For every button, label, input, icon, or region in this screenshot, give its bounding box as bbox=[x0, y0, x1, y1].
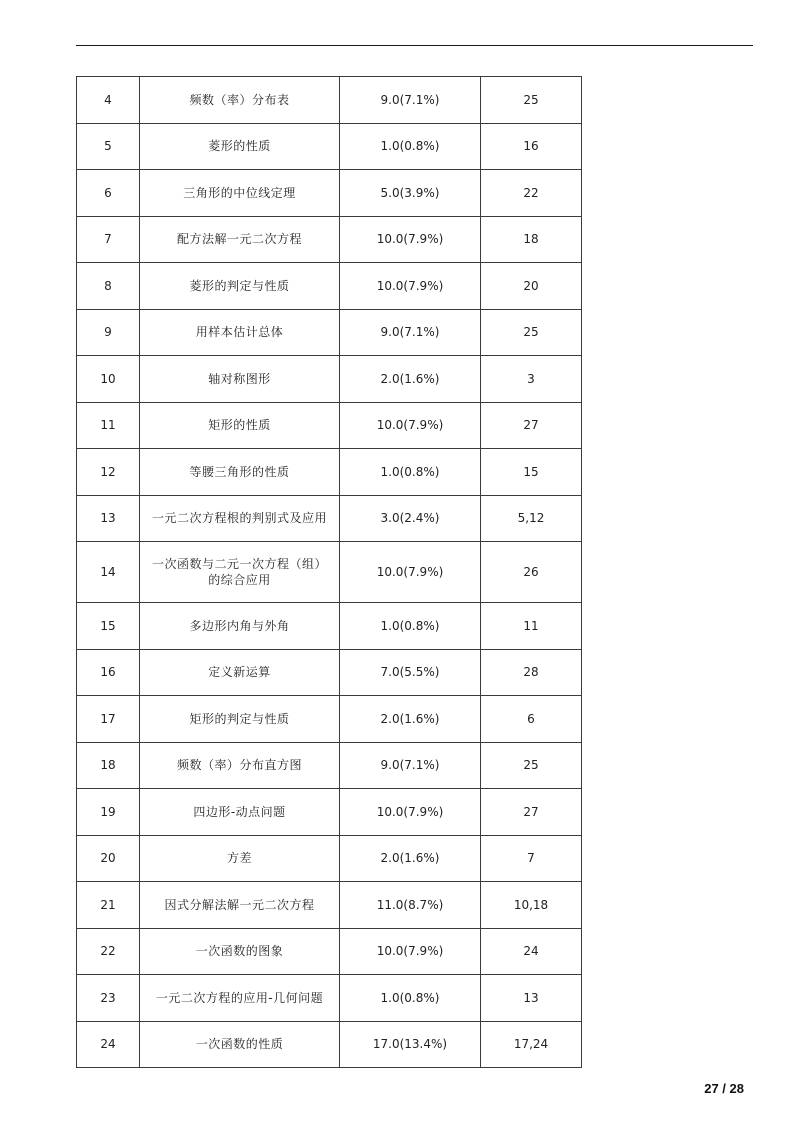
knowledge-point: 矩形的性质 bbox=[140, 402, 340, 449]
table-row bbox=[77, 835, 582, 882]
knowledge-point: 定义新运算 bbox=[140, 649, 340, 696]
score-share: 9.0(7.1%) bbox=[340, 742, 481, 789]
question-numbers: 17,24 bbox=[481, 1021, 582, 1068]
knowledge-point: 三角形的中位线定理 bbox=[140, 170, 340, 217]
knowledge-point: 方差 bbox=[140, 835, 340, 882]
score-share: 11.0(8.7%) bbox=[340, 882, 481, 929]
score-share: 10.0(7.9%) bbox=[340, 263, 481, 310]
row-number: 19 bbox=[77, 789, 140, 836]
table-row bbox=[77, 216, 582, 263]
row-number: 7 bbox=[77, 216, 140, 263]
knowledge-point: 四边形-动点问题 bbox=[140, 789, 340, 836]
question-numbers: 27 bbox=[481, 402, 582, 449]
table-row bbox=[77, 603, 582, 650]
table-row bbox=[77, 449, 582, 496]
question-numbers: 28 bbox=[481, 649, 582, 696]
question-numbers: 25 bbox=[481, 309, 582, 356]
row-number: 15 bbox=[77, 603, 140, 650]
table-row bbox=[77, 123, 582, 170]
row-number: 17 bbox=[77, 696, 140, 743]
table-row bbox=[77, 309, 582, 356]
question-numbers: 26 bbox=[481, 542, 582, 603]
knowledge-point: 菱形的性质 bbox=[140, 123, 340, 170]
score-share: 2.0(1.6%) bbox=[340, 356, 481, 403]
knowledge-point: 菱形的判定与性质 bbox=[140, 263, 340, 310]
table-row bbox=[77, 928, 582, 975]
knowledge-point: 一元二次方程根的判别式及应用 bbox=[140, 495, 340, 542]
question-numbers: 5,12 bbox=[481, 495, 582, 542]
score-share: 2.0(1.6%) bbox=[340, 835, 481, 882]
score-share: 1.0(0.8%) bbox=[340, 123, 481, 170]
table-row bbox=[77, 742, 582, 789]
knowledge-point: 一元二次方程的应用-几何问题 bbox=[140, 975, 340, 1022]
row-number: 6 bbox=[77, 170, 140, 217]
table-row bbox=[77, 495, 582, 542]
knowledge-point: 频数（率）分布表 bbox=[140, 77, 340, 124]
row-number: 9 bbox=[77, 309, 140, 356]
question-numbers: 15 bbox=[481, 449, 582, 496]
row-number: 24 bbox=[77, 1021, 140, 1068]
question-numbers: 3 bbox=[481, 356, 582, 403]
row-number: 4 bbox=[77, 77, 140, 124]
header-rule bbox=[76, 45, 753, 46]
score-share: 2.0(1.6%) bbox=[340, 696, 481, 743]
row-number: 21 bbox=[77, 882, 140, 929]
row-number: 13 bbox=[77, 495, 140, 542]
score-share: 10.0(7.9%) bbox=[340, 789, 481, 836]
table-row bbox=[77, 649, 582, 696]
knowledge-point: 一次函数与二元一次方程（组）的综合应用 bbox=[140, 542, 340, 603]
table-row bbox=[77, 356, 582, 403]
table-row bbox=[77, 77, 582, 124]
row-number: 23 bbox=[77, 975, 140, 1022]
table-row bbox=[77, 402, 582, 449]
row-number: 10 bbox=[77, 356, 140, 403]
question-numbers: 18 bbox=[481, 216, 582, 263]
score-share: 10.0(7.9%) bbox=[340, 928, 481, 975]
question-numbers: 10,18 bbox=[481, 882, 582, 929]
row-number: 8 bbox=[77, 263, 140, 310]
score-share: 10.0(7.9%) bbox=[340, 542, 481, 603]
row-number: 11 bbox=[77, 402, 140, 449]
row-number: 5 bbox=[77, 123, 140, 170]
knowledge-point: 用样本估计总体 bbox=[140, 309, 340, 356]
table-row bbox=[77, 882, 582, 929]
question-numbers: 27 bbox=[481, 789, 582, 836]
table-row bbox=[77, 696, 582, 743]
row-number: 12 bbox=[77, 449, 140, 496]
score-share: 9.0(7.1%) bbox=[340, 309, 481, 356]
question-numbers: 7 bbox=[481, 835, 582, 882]
row-number: 22 bbox=[77, 928, 140, 975]
score-share: 5.0(3.9%) bbox=[340, 170, 481, 217]
table-row bbox=[77, 1021, 582, 1068]
question-numbers: 20 bbox=[481, 263, 582, 310]
score-share: 7.0(5.5%) bbox=[340, 649, 481, 696]
score-share: 9.0(7.1%) bbox=[340, 77, 481, 124]
score-share: 10.0(7.9%) bbox=[340, 216, 481, 263]
question-numbers: 22 bbox=[481, 170, 582, 217]
score-share: 1.0(0.8%) bbox=[340, 603, 481, 650]
row-number: 16 bbox=[77, 649, 140, 696]
row-number: 20 bbox=[77, 835, 140, 882]
score-share: 17.0(13.4%) bbox=[340, 1021, 481, 1068]
question-numbers: 24 bbox=[481, 928, 582, 975]
question-numbers: 11 bbox=[481, 603, 582, 650]
question-numbers: 25 bbox=[481, 77, 582, 124]
score-share: 3.0(2.4%) bbox=[340, 495, 481, 542]
score-share: 1.0(0.8%) bbox=[340, 975, 481, 1022]
knowledge-point: 频数（率）分布直方图 bbox=[140, 742, 340, 789]
knowledge-point: 一次函数的图象 bbox=[140, 928, 340, 975]
table-row bbox=[77, 542, 582, 603]
question-numbers: 25 bbox=[481, 742, 582, 789]
knowledge-point: 等腰三角形的性质 bbox=[140, 449, 340, 496]
knowledge-point: 一次函数的性质 bbox=[140, 1021, 340, 1068]
question-numbers: 13 bbox=[481, 975, 582, 1022]
row-number: 14 bbox=[77, 542, 140, 603]
table-row bbox=[77, 975, 582, 1022]
score-share: 10.0(7.9%) bbox=[340, 402, 481, 449]
page-number: 27 / 28 bbox=[704, 1081, 744, 1096]
knowledge-point: 轴对称图形 bbox=[140, 356, 340, 403]
question-numbers: 6 bbox=[481, 696, 582, 743]
knowledge-point: 多边形内角与外角 bbox=[140, 603, 340, 650]
row-number: 18 bbox=[77, 742, 140, 789]
question-numbers: 16 bbox=[481, 123, 582, 170]
table-row bbox=[77, 263, 582, 310]
table-row bbox=[77, 170, 582, 217]
knowledge-point: 因式分解法解一元二次方程 bbox=[140, 882, 340, 929]
knowledge-point: 配方法解一元二次方程 bbox=[140, 216, 340, 263]
knowledge-point: 矩形的判定与性质 bbox=[140, 696, 340, 743]
table-row bbox=[77, 789, 582, 836]
knowledge-point-table bbox=[76, 76, 582, 1068]
score-share: 1.0(0.8%) bbox=[340, 449, 481, 496]
